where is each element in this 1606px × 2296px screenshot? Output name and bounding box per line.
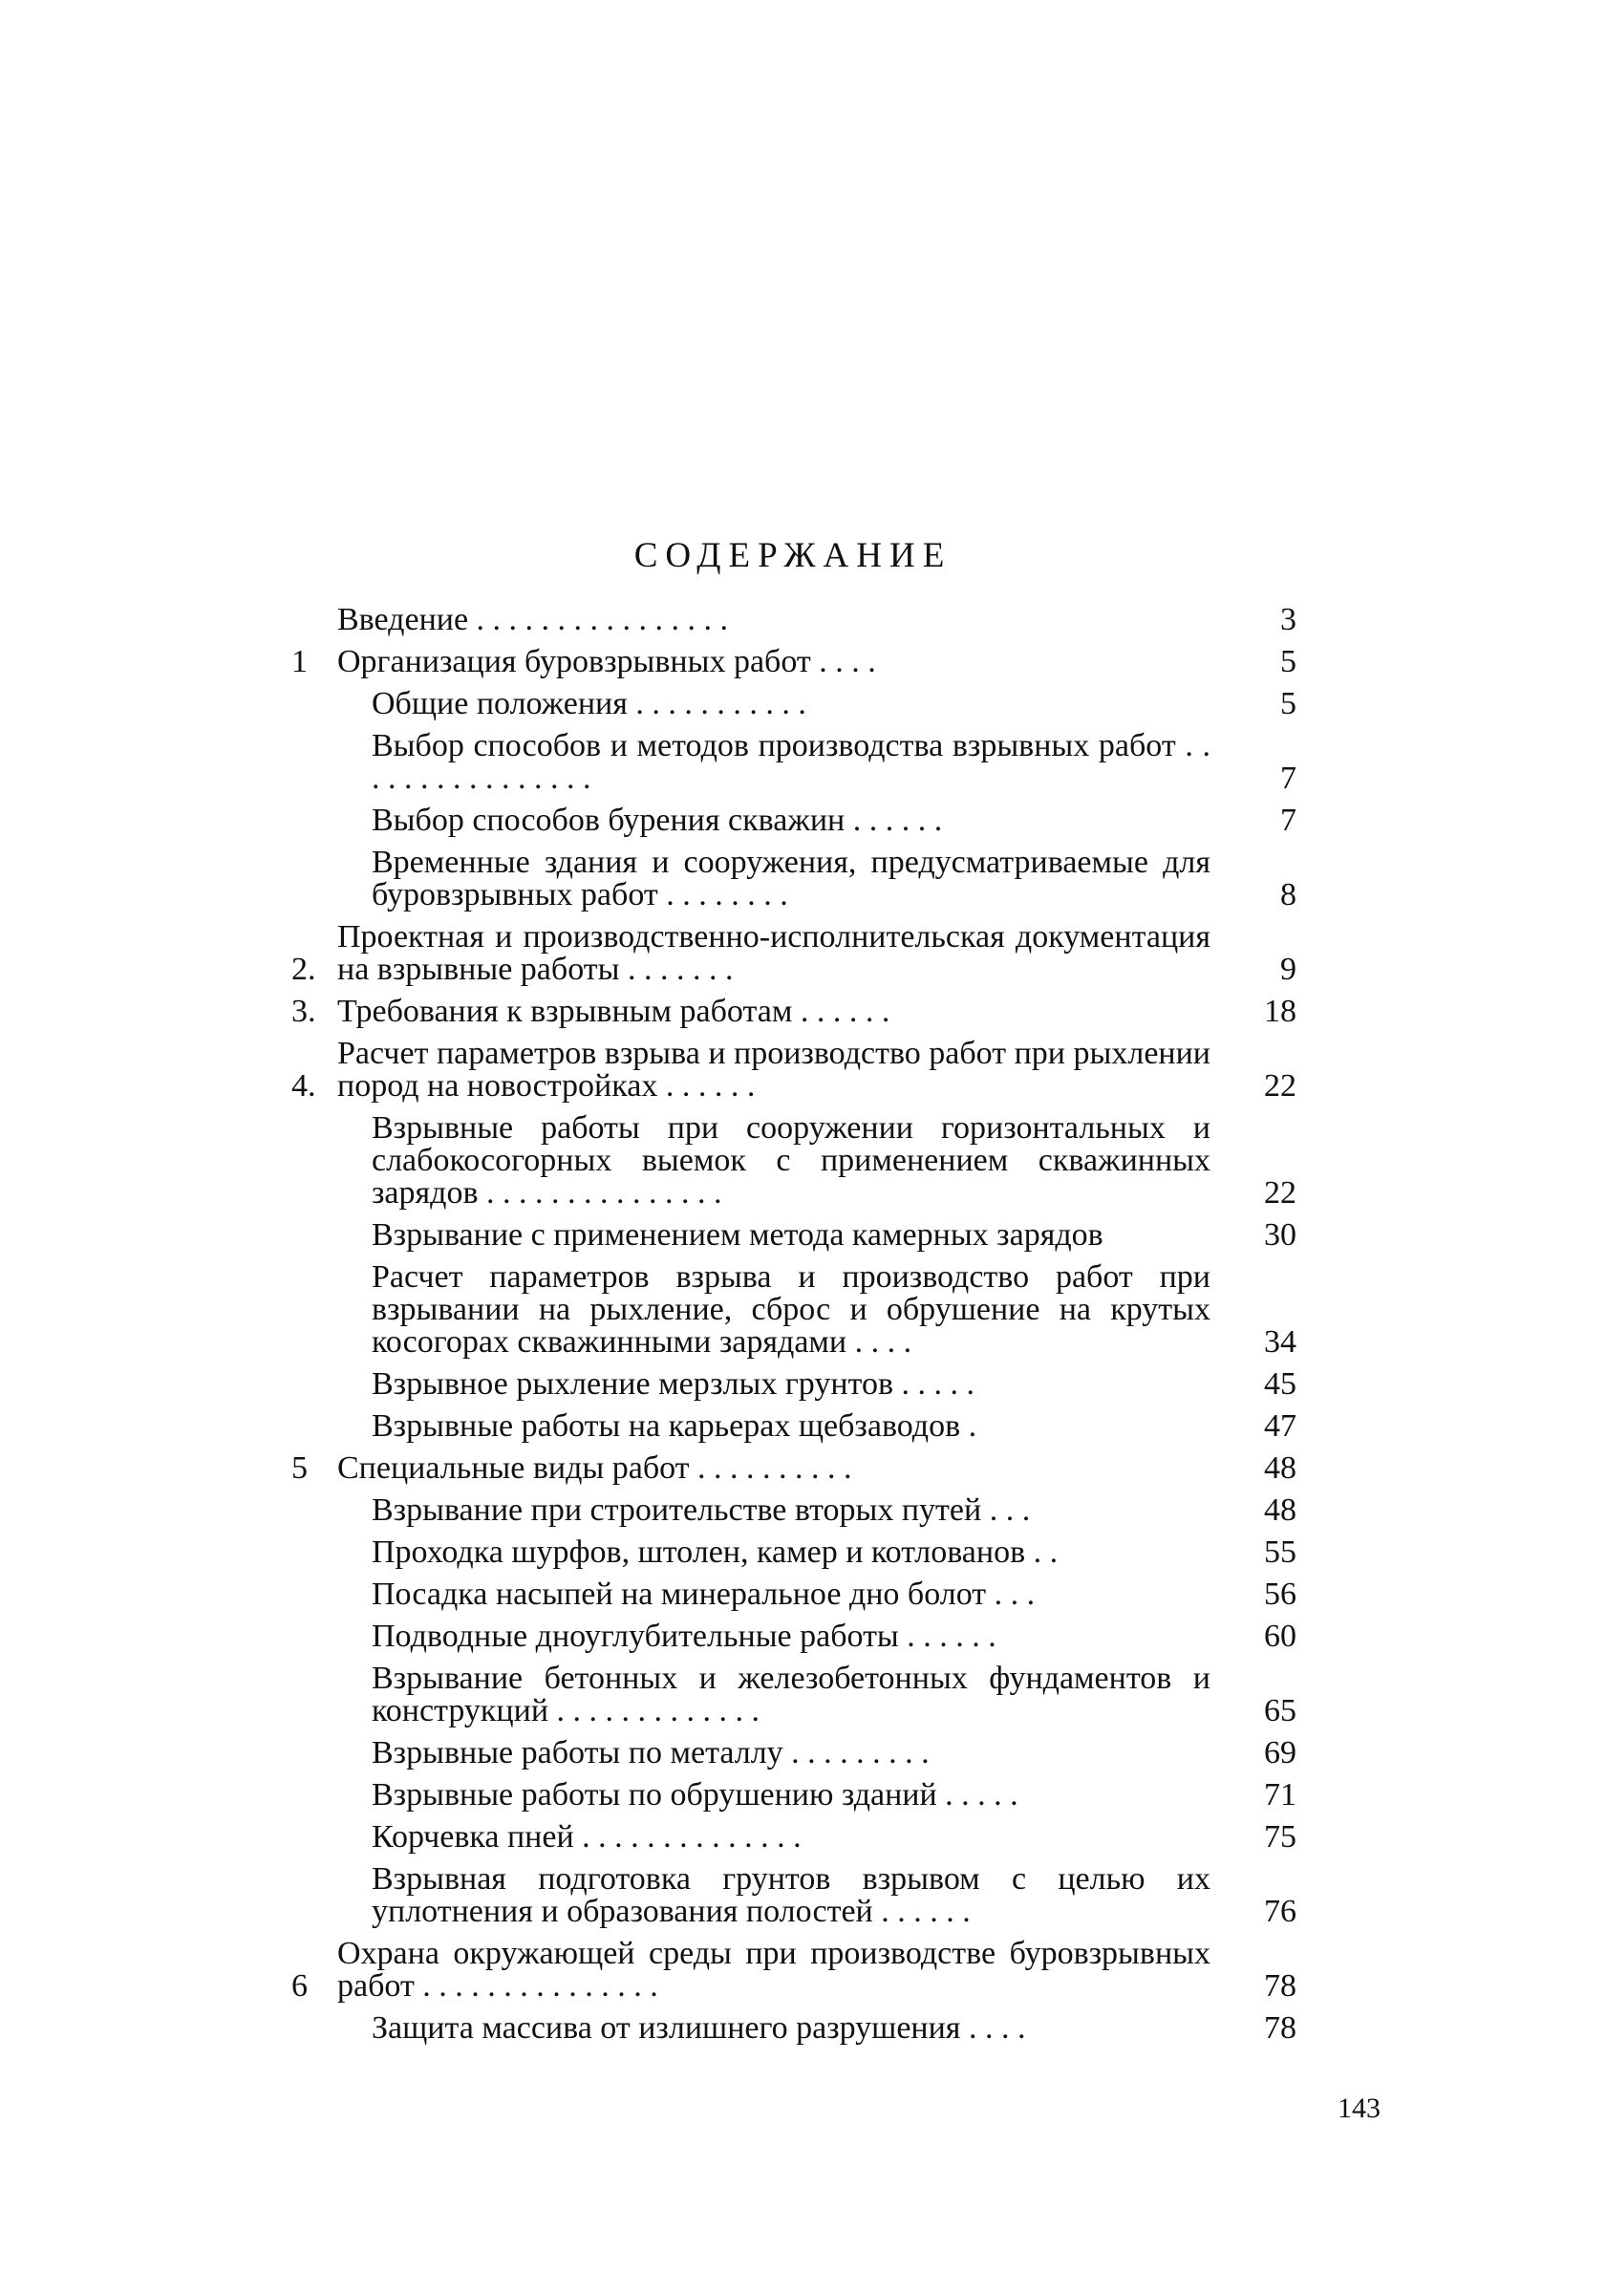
toc-entry-title: Расчет параметров взрыва и производство работ при взрывании на рыхление, сброс и обрушение на крутых косогорах скважинными зарядами . . . .: [372, 1259, 1210, 1360]
toc-entry: [291, 1620, 1296, 1653]
toc-entry-title: Посадка насыпей на минеральное дно болот . . .: [372, 1577, 1036, 1612]
toc-entry-page: 7: [1280, 761, 1296, 796]
toc-entry: [291, 1219, 1296, 1252]
toc-entry-page: 47: [1264, 1408, 1296, 1444]
toc-entry-title: Временные здания и сооружения, предусматриваемые для буровзрывных работ . . . . . . . .: [372, 845, 1210, 912]
toc-entry: [291, 1038, 1296, 1103]
toc-entry-title: Проходка шурфов, штолен, камер и котлованов . .: [372, 1534, 1059, 1570]
toc-entry-title: Взрывание при строительстве вторых путей . . .: [372, 1492, 1031, 1528]
toc-entry-title: Требования к взрывным работам . . . . . .: [337, 994, 890, 1029]
toc-entry: [291, 1578, 1296, 1611]
toc-entry-title: Взрывная подготовка грунтов взрывом с целью их уплотнения и образования полостей . . . . . .: [372, 1861, 1210, 1929]
toc-entry-page: 3: [1280, 602, 1296, 637]
toc-entry-page: 7: [1280, 803, 1296, 838]
toc-entry: [291, 921, 1296, 986]
toc-entry: [291, 1452, 1296, 1485]
toc-entry: [291, 1863, 1296, 1928]
toc-entry-page: 76: [1264, 1894, 1296, 1929]
toc-entry-page: 9: [1280, 952, 1296, 987]
toc-entry-title: Выбор способов бурения скважин . . . . . .: [372, 803, 943, 838]
toc-entry-number: 2.: [291, 952, 316, 987]
toc-entry: [291, 604, 1296, 636]
toc-entry: [291, 1494, 1296, 1527]
toc-entry-title: Взрывание с применением метода камерных зарядов: [372, 1217, 1103, 1253]
toc-entry-title: Подводные дноуглубительные работы . . . . . .: [372, 1619, 996, 1654]
toc-entry-page: 60: [1264, 1619, 1296, 1654]
toc-entry: [291, 688, 1296, 720]
toc-entry: [291, 1410, 1296, 1443]
toc-entry: [291, 1737, 1296, 1770]
toc-entry: [291, 1261, 1296, 1359]
toc-entry-page: 48: [1264, 1492, 1296, 1528]
toc-entry-page: 56: [1264, 1577, 1296, 1612]
toc-entry-number: 5: [291, 1450, 308, 1486]
toc-entry-page: 8: [1280, 877, 1296, 912]
toc-entry-title: Взрывное рыхление мерзлых грунтов . . . . .: [372, 1366, 975, 1402]
toc-entry-page: 22: [1264, 1068, 1296, 1104]
toc-entry-page: 65: [1264, 1693, 1296, 1728]
toc-entry-page: 78: [1264, 2010, 1296, 2046]
toc-entry: [291, 1779, 1296, 1812]
toc-entry: [291, 1663, 1296, 1727]
toc-entry-title: Охрана окружающей среды при производстве буровзрывных работ . . . . . . . . . . . . . . .: [337, 1936, 1210, 2004]
toc-entry-title: Специальные виды работ . . . . . . . . . .: [337, 1450, 852, 1486]
toc-entry: [291, 847, 1296, 912]
toc-entry-page: 22: [1264, 1175, 1296, 1211]
toc-entry: [291, 1938, 1296, 2003]
toc-entry-page: 5: [1280, 644, 1296, 679]
toc-entry-title: Взрывные работы по металлу . . . . . . . . .: [372, 1735, 930, 1770]
toc-entry-number: 1: [291, 644, 308, 679]
toc-entry: [291, 1536, 1296, 1569]
toc-entry: [291, 730, 1296, 795]
toc-entry-title: Общие положения . . . . . . . . . . .: [372, 686, 806, 721]
toc-entry-title: Взрывные работы по обрушению зданий . . . . .: [372, 1777, 1018, 1813]
toc-entry-title: Проектная и производственно-исполнительская документация на взрывные работы . . . . . . .: [337, 919, 1210, 987]
toc-entry-page: 30: [1264, 1217, 1296, 1253]
toc-entry: [291, 996, 1296, 1028]
toc-entry-title: Корчевка пней . . . . . . . . . . . . . .: [372, 1819, 802, 1855]
toc-entry-page: 75: [1264, 1819, 1296, 1855]
toc-entry-title: Выбор способов и методов производства взрывных работ . . . . . . . . . . . . . . . .: [372, 728, 1210, 796]
toc-entry: [291, 646, 1296, 678]
toc-entry-title: Защита массива от излишнего разрушения . . . .: [372, 2010, 1026, 2046]
toc-entry-page: 71: [1264, 1777, 1296, 1813]
toc-entry-page: 69: [1264, 1735, 1296, 1770]
toc-entry-title: Взрывные работы на карьерах щебзаводов .: [372, 1408, 977, 1444]
toc-entry-title: Расчет параметров взрыва и производство работ при рыхлении пород на новостройках . . . . . .: [337, 1036, 1210, 1104]
toc-entry: [291, 1821, 1296, 1854]
toc-entry-number: 4.: [291, 1068, 316, 1104]
page-number: 143: [1338, 2092, 1381, 2124]
toc-entry-title: Введение . . . . . . . . . . . . . . . .: [337, 602, 729, 637]
table-of-contents: [291, 604, 1296, 2054]
toc-entry: [291, 1368, 1296, 1401]
toc-entry: [291, 805, 1296, 837]
toc-entry-title: Взрывные работы при сооружении горизонтальных и слабокосогорных выемок с применением скважинных зарядов . . . . . . . . . . . . . . .: [372, 1110, 1210, 1211]
toc-entry-title: Взрывание бетонных и железобетонных фундаментов и конструкций . . . . . . . . . . . . .: [372, 1661, 1210, 1728]
toc-entry-page: 48: [1264, 1450, 1296, 1486]
toc-entry-page: 45: [1264, 1366, 1296, 1402]
page-title: СОДЕРЖАНИЕ: [633, 536, 953, 575]
toc-entry: [291, 2012, 1296, 2045]
toc-entry-page: 78: [1264, 1968, 1296, 2004]
toc-entry-page: 18: [1264, 994, 1296, 1029]
toc-entry-number: 3.: [291, 994, 316, 1029]
toc-entry-title: Организация буровзрывных работ . . . .: [337, 644, 876, 679]
toc-entry-page: 55: [1264, 1534, 1296, 1570]
toc-entry-page: 34: [1264, 1324, 1296, 1360]
toc-entry: [291, 1112, 1296, 1210]
toc-entry-number: 6: [291, 1968, 308, 2004]
toc-entry-page: 5: [1280, 686, 1296, 721]
